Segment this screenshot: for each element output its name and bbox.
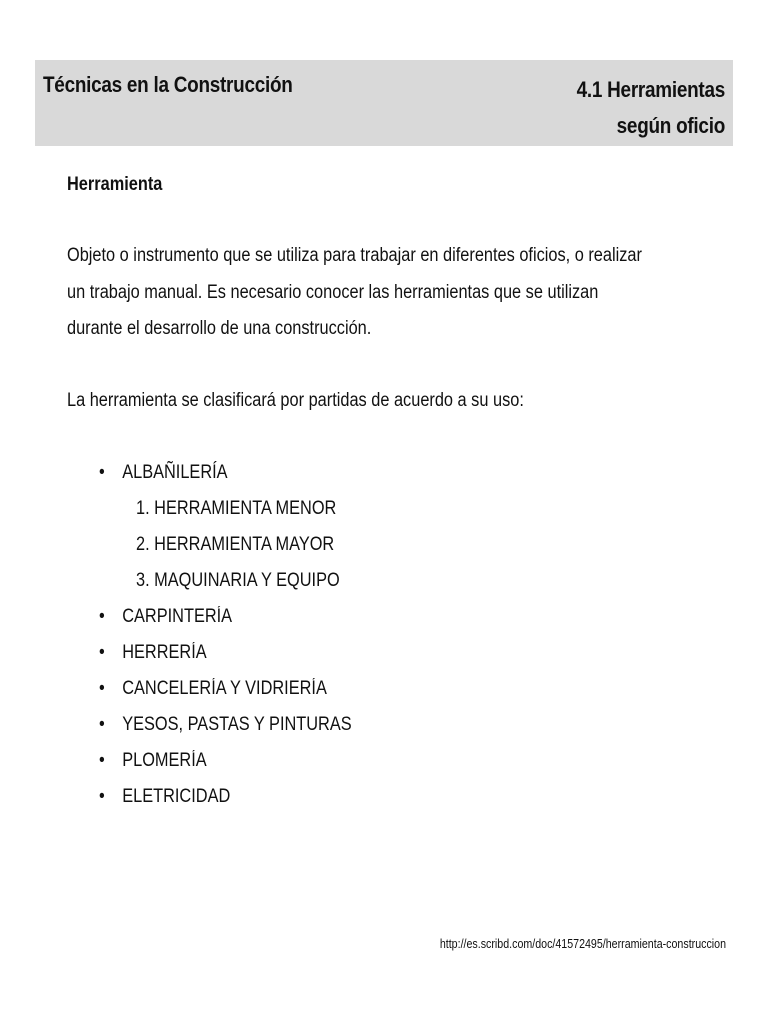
- definition-line-3: durante el desarrollo de una construcción.: [67, 318, 372, 339]
- definition-line-2: un trabajo manual. Es necesario conocer las herramientas que se utilizan: [67, 282, 599, 303]
- bullet-icon: •: [99, 678, 105, 699]
- category-item: [99, 714, 352, 736]
- category-label: CANCELERÍA Y VIDRIERÍA: [122, 678, 327, 699]
- category-label: YESOS, PASTAS Y PINTURAS: [122, 714, 352, 735]
- bullet-icon: •: [99, 642, 105, 663]
- bullet-icon: •: [99, 606, 105, 627]
- course-title: Técnicas en la Construcción: [43, 72, 293, 97]
- category-label: PLOMERÍA: [122, 750, 207, 771]
- subcategory-item: 3. MAQUINARIA Y EQUIPO: [136, 570, 340, 591]
- category-item: [99, 750, 207, 772]
- definition-term: Herramienta: [67, 174, 163, 195]
- classification-intro: La herramienta se clasificará por partidas de acuerdo a su uso:: [67, 390, 524, 411]
- category-label: HERRERÍA: [122, 642, 207, 663]
- section-title-line-2: según oficio: [616, 113, 725, 138]
- subcategory-item: 1. HERRAMIENTA MENOR: [136, 498, 337, 519]
- category-label: ELETRICIDAD: [122, 786, 231, 807]
- section-title: [519, 72, 725, 144]
- bullet-icon: •: [99, 786, 105, 807]
- category-item: [99, 642, 207, 664]
- bullet-icon: •: [99, 462, 105, 483]
- subcategory-item: 2. HERRAMIENTA MAYOR: [136, 534, 335, 555]
- category-item: [99, 786, 230, 808]
- bullet-icon: •: [99, 714, 105, 735]
- category-item: [99, 606, 232, 628]
- definition-line-1: Objeto o instrumento que se utiliza para trabajar en diferentes oficios, o realizar: [67, 245, 642, 266]
- category-item: [99, 678, 327, 700]
- header-band: [35, 60, 733, 146]
- source-link[interactable]: http://es.scribd.com/doc/41572495/herramienta-construccion: [439, 936, 726, 951]
- section-title-line-1: 4.1 Herramientas: [576, 77, 725, 102]
- bullet-icon: •: [99, 750, 105, 771]
- category-item: [99, 462, 228, 484]
- category-label: ALBAÑILERÍA: [122, 462, 228, 483]
- category-label: CARPINTERÍA: [122, 606, 233, 627]
